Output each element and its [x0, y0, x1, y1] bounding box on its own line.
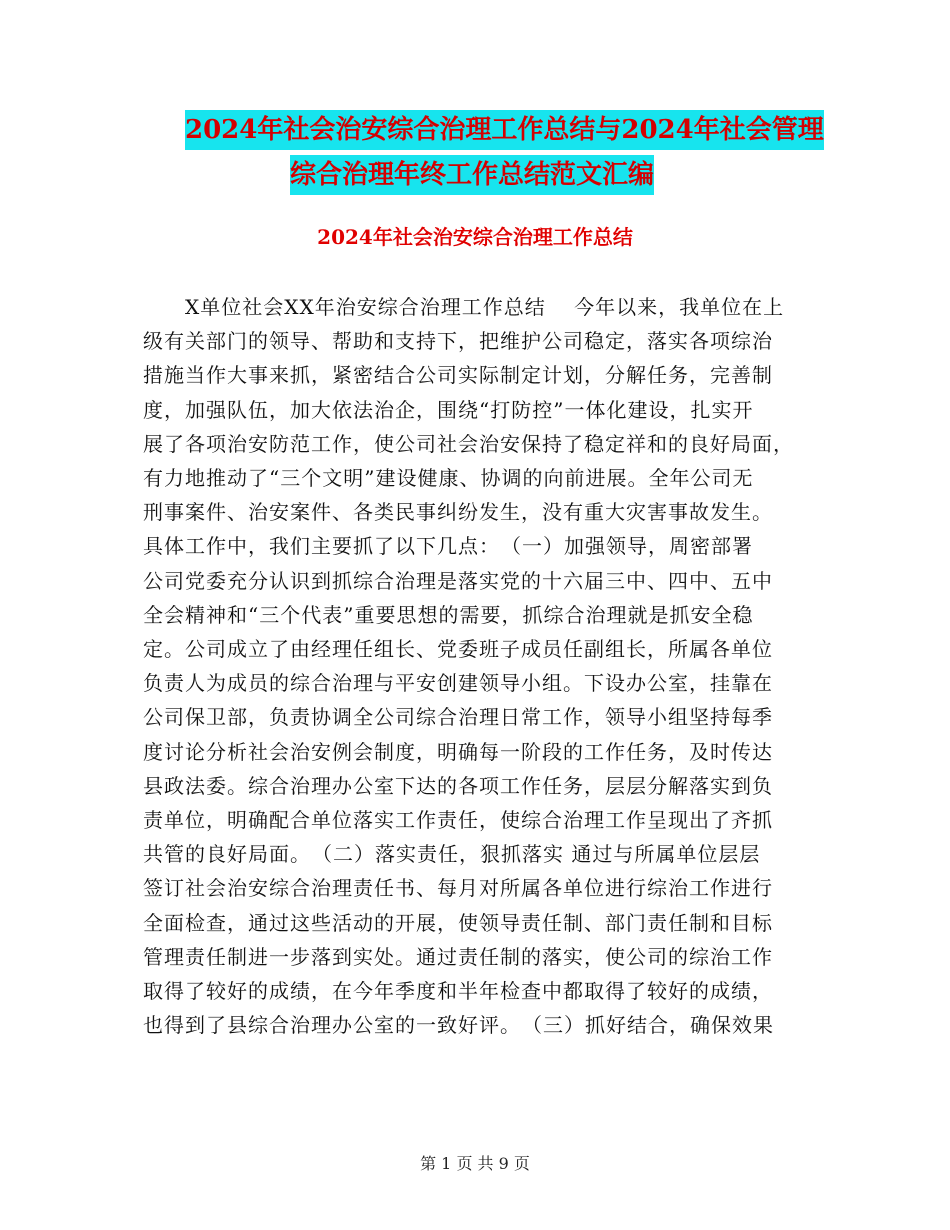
section-title: 2024年社会治安综合治理工作总结 — [317, 225, 633, 249]
body-line: 责单位，明确配合单位落实工作责任，使综合治理工作呈现出了齐抓 — [143, 808, 773, 832]
title-line-2: 综合治理年终工作总结范文汇编 — [290, 155, 654, 195]
body-line: 取得了较好的成绩，在今年季度和半年检查中都取得了较好的成绩， — [143, 979, 773, 1003]
body-line: X单位社会XX年治安综合治理工作总结 今年以来，我单位在上 — [143, 295, 785, 319]
title-line-1: 2024年社会治安综合治理工作总结与2024年社会管理 — [185, 110, 824, 150]
body-line: 度，加强队伍，加大依法治企，围绕“打防控”一体化建设，扎实开 — [143, 397, 754, 422]
body-line: 签订社会治安综合治理责任书、每月对所属各单位进行综治工作进行 — [143, 876, 773, 901]
body-line: 县政法委。综合治理办公室下达的各项工作任务，层层分解落实到负 — [143, 773, 773, 798]
body-line: 全会精神和“三个代表”重要思想的需要，抓综合治理就是抓安全稳 — [143, 602, 754, 627]
body-line: 级有关部门的领导、帮助和支持下，把维护公司稳定，落实各项综治 — [143, 329, 773, 354]
body-line: 公司党委充分认识到抓综合治理是落实党的十六届三中、四中、五中 — [143, 568, 773, 593]
body-line: 公司保卫部，负责协调全公司综合治理日常工作，领导小组坚持每季 — [143, 705, 773, 730]
body-line: 定。公司成立了由经理任组长、党委班子成员任副组长，所属各单位 — [143, 637, 773, 661]
body-line: 具体工作中，我们主要抓了以下几点： （一）加强领导，周密部署 — [143, 534, 753, 559]
body-line: 措施当作大事来抓，紧密结合公司实际制定计划，分解任务，完善制 — [143, 363, 773, 388]
page-footer: 第 1 页 共 9 页 — [420, 1154, 530, 1173]
body-line: 有力地推动了“三个文明”建设健康、协调的向前进展。全年公司无 — [143, 466, 754, 490]
body-line: 管理责任制进一步落到实处。通过责任制的落实，使公司的综治工作 — [143, 944, 773, 969]
body-line: 共管的良好局面。 （二）落实责任，狠抓落实 通过与所属单位层层 — [143, 842, 761, 867]
body-line: 度讨论分析社会治安例会制度，明确每一阶段的工作任务，及时传达 — [143, 739, 773, 764]
body-line: 负责人为成员的综合治理与平安创建领导小组。下设办公室，挂靠在 — [143, 671, 773, 696]
body-line: 也得到了县综合治理办公室的一致好评。 （三）抓好结合，确保效果 — [143, 1013, 774, 1038]
body-line: 全面检查，通过这些活动的开展，使领导责任制、部门责任制和目标 — [143, 910, 773, 935]
body-line: 展了各项治安防范工作，使公司社会治安保持了稳定祥和的良好局面， — [143, 431, 794, 456]
body-line: 刑事案件、治安案件、各类民事纠纷发生，没有重大灾害事故发生。 — [143, 500, 773, 525]
